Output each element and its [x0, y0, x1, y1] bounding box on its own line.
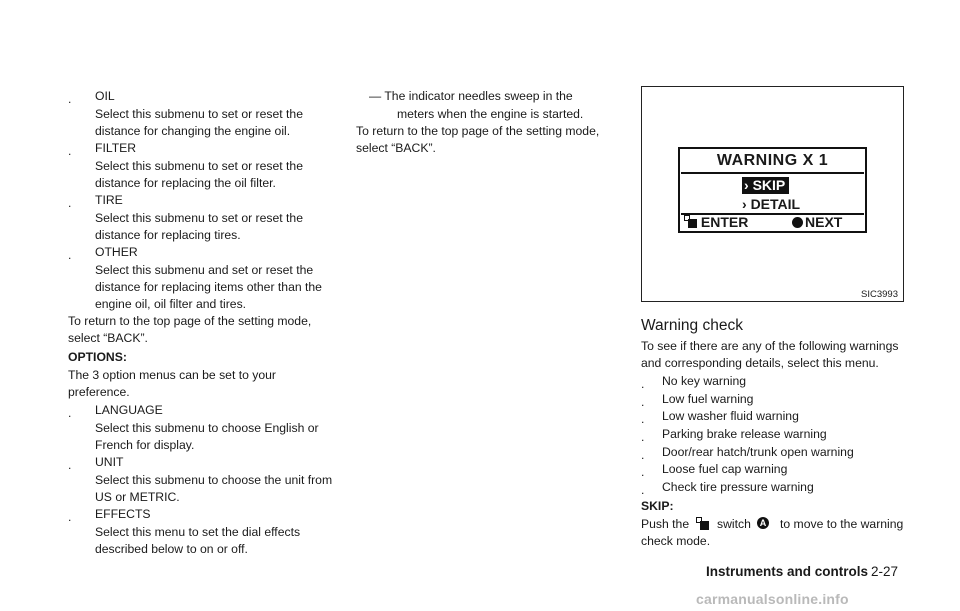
section-title: Warning check [641, 317, 743, 334]
bullet-dot: . [641, 395, 645, 409]
options-heading: OPTIONS: [68, 350, 127, 364]
warning-item: Low fuel warning [662, 392, 754, 406]
warning-item: No key warning [662, 374, 746, 388]
screen-title: WARNING X 1 [716, 152, 829, 169]
bullet-dot: . [68, 458, 72, 472]
language-desc-line: French for display. [95, 438, 195, 452]
bullet-dot: . [641, 483, 645, 497]
next-switch-icon [792, 217, 803, 228]
watermark: carmanualsonline.info [696, 591, 849, 607]
bullet-dot: . [68, 248, 72, 262]
return-text-line: select “BACK”. [68, 331, 148, 345]
warning-item: Low washer fluid warning [662, 409, 799, 423]
other-desc-line: engine oil, oil filter and tires. [95, 297, 247, 311]
options-intro-line: The 3 option menus can be set to your [68, 368, 276, 382]
push-text-mid: switch [717, 517, 751, 531]
language-desc-line: Select this submenu to choose English or [95, 421, 319, 435]
next-hint: NEXT [792, 214, 842, 231]
push-text-post: to move to the warning [780, 517, 904, 531]
filter-desc-line: distance for replacing the oil filter. [95, 176, 276, 190]
filter-desc-line: Select this submenu to set or reset the [95, 159, 303, 173]
effects-desc-line: Select this menu to set the dial effects [95, 525, 301, 539]
bullet-dot: . [641, 465, 645, 479]
needles-text-line: — The indicator needles sweep in the [369, 89, 573, 103]
screen-divider [681, 172, 864, 174]
skip-heading: SKIP: [641, 499, 674, 513]
other-desc-line: distance for replacing items other than the [95, 280, 322, 294]
push-text-pre: Push the [641, 517, 690, 531]
return-text-line: select “BACK”. [356, 141, 436, 155]
enter-switch-icon [684, 215, 697, 228]
figure-code: SIC3993 [861, 289, 898, 300]
callout-a-icon: A [757, 517, 769, 529]
bullet-dot: . [68, 510, 72, 524]
bullet-dot: . [641, 430, 645, 444]
bullet-dot: . [641, 448, 645, 462]
enter-hint: ENTER [684, 214, 748, 231]
bullet-dot: . [641, 412, 645, 426]
needles-text-line: meters when the engine is started. [397, 107, 584, 121]
unit-desc-line: Select this submenu to choose the unit from [95, 473, 333, 487]
bullet-dot: . [68, 406, 72, 420]
footer-section-title: Instruments and controls [706, 564, 869, 579]
other-desc-line: Select this submenu and set or reset the [95, 263, 314, 277]
effects-desc-line: described below to on or off. [95, 542, 248, 556]
chevron-right-icon: › [744, 177, 749, 193]
warning-display-screen [678, 147, 867, 233]
oil-bullet: OIL [95, 89, 115, 103]
oil-desc-line: Select this submenu to set or reset the [95, 107, 303, 121]
detail-menu-item: › DETAIL [742, 196, 801, 212]
page-number: 2-27 [871, 564, 899, 579]
unit-desc-line: US or METRIC. [95, 490, 180, 504]
options-intro-line: preference. [68, 385, 130, 399]
return-text-line: To return to the top page of the setting mode, [68, 314, 312, 328]
tire-desc-line: Select this submenu to set or reset the [95, 211, 303, 225]
bullet-dot: . [68, 144, 72, 158]
warning-item: Door/rear hatch/trunk open warning [662, 445, 854, 459]
bullet-dot: . [641, 377, 645, 391]
bullet-dot: . [68, 92, 72, 106]
tire-bullet: TIRE [95, 193, 123, 207]
skip-menu-item: › SKIP [742, 177, 789, 194]
enter-switch-icon [696, 517, 709, 530]
intro-line: and corresponding details, select this menu. [641, 356, 879, 370]
return-text-line: To return to the top page of the setting mode, [356, 124, 600, 138]
oil-desc-line: distance for changing the engine oil. [95, 124, 291, 138]
warning-item: Check tire pressure warning [662, 480, 814, 494]
warning-item: Loose fuel cap warning [662, 462, 788, 476]
language-bullet: LANGUAGE [95, 403, 163, 417]
bullet-dot: . [68, 196, 72, 210]
tire-desc-line: distance for replacing tires. [95, 228, 241, 242]
unit-bullet: UNIT [95, 455, 124, 469]
chevron-right-icon: › [742, 196, 747, 212]
push-text-line2: check mode. [641, 534, 711, 548]
other-bullet: OTHER [95, 245, 138, 259]
effects-bullet: EFFECTS [95, 507, 151, 521]
filter-bullet: FILTER [95, 141, 137, 155]
warning-item: Parking brake release warning [662, 427, 827, 441]
intro-line: To see if there are any of the following warnings [641, 339, 899, 353]
